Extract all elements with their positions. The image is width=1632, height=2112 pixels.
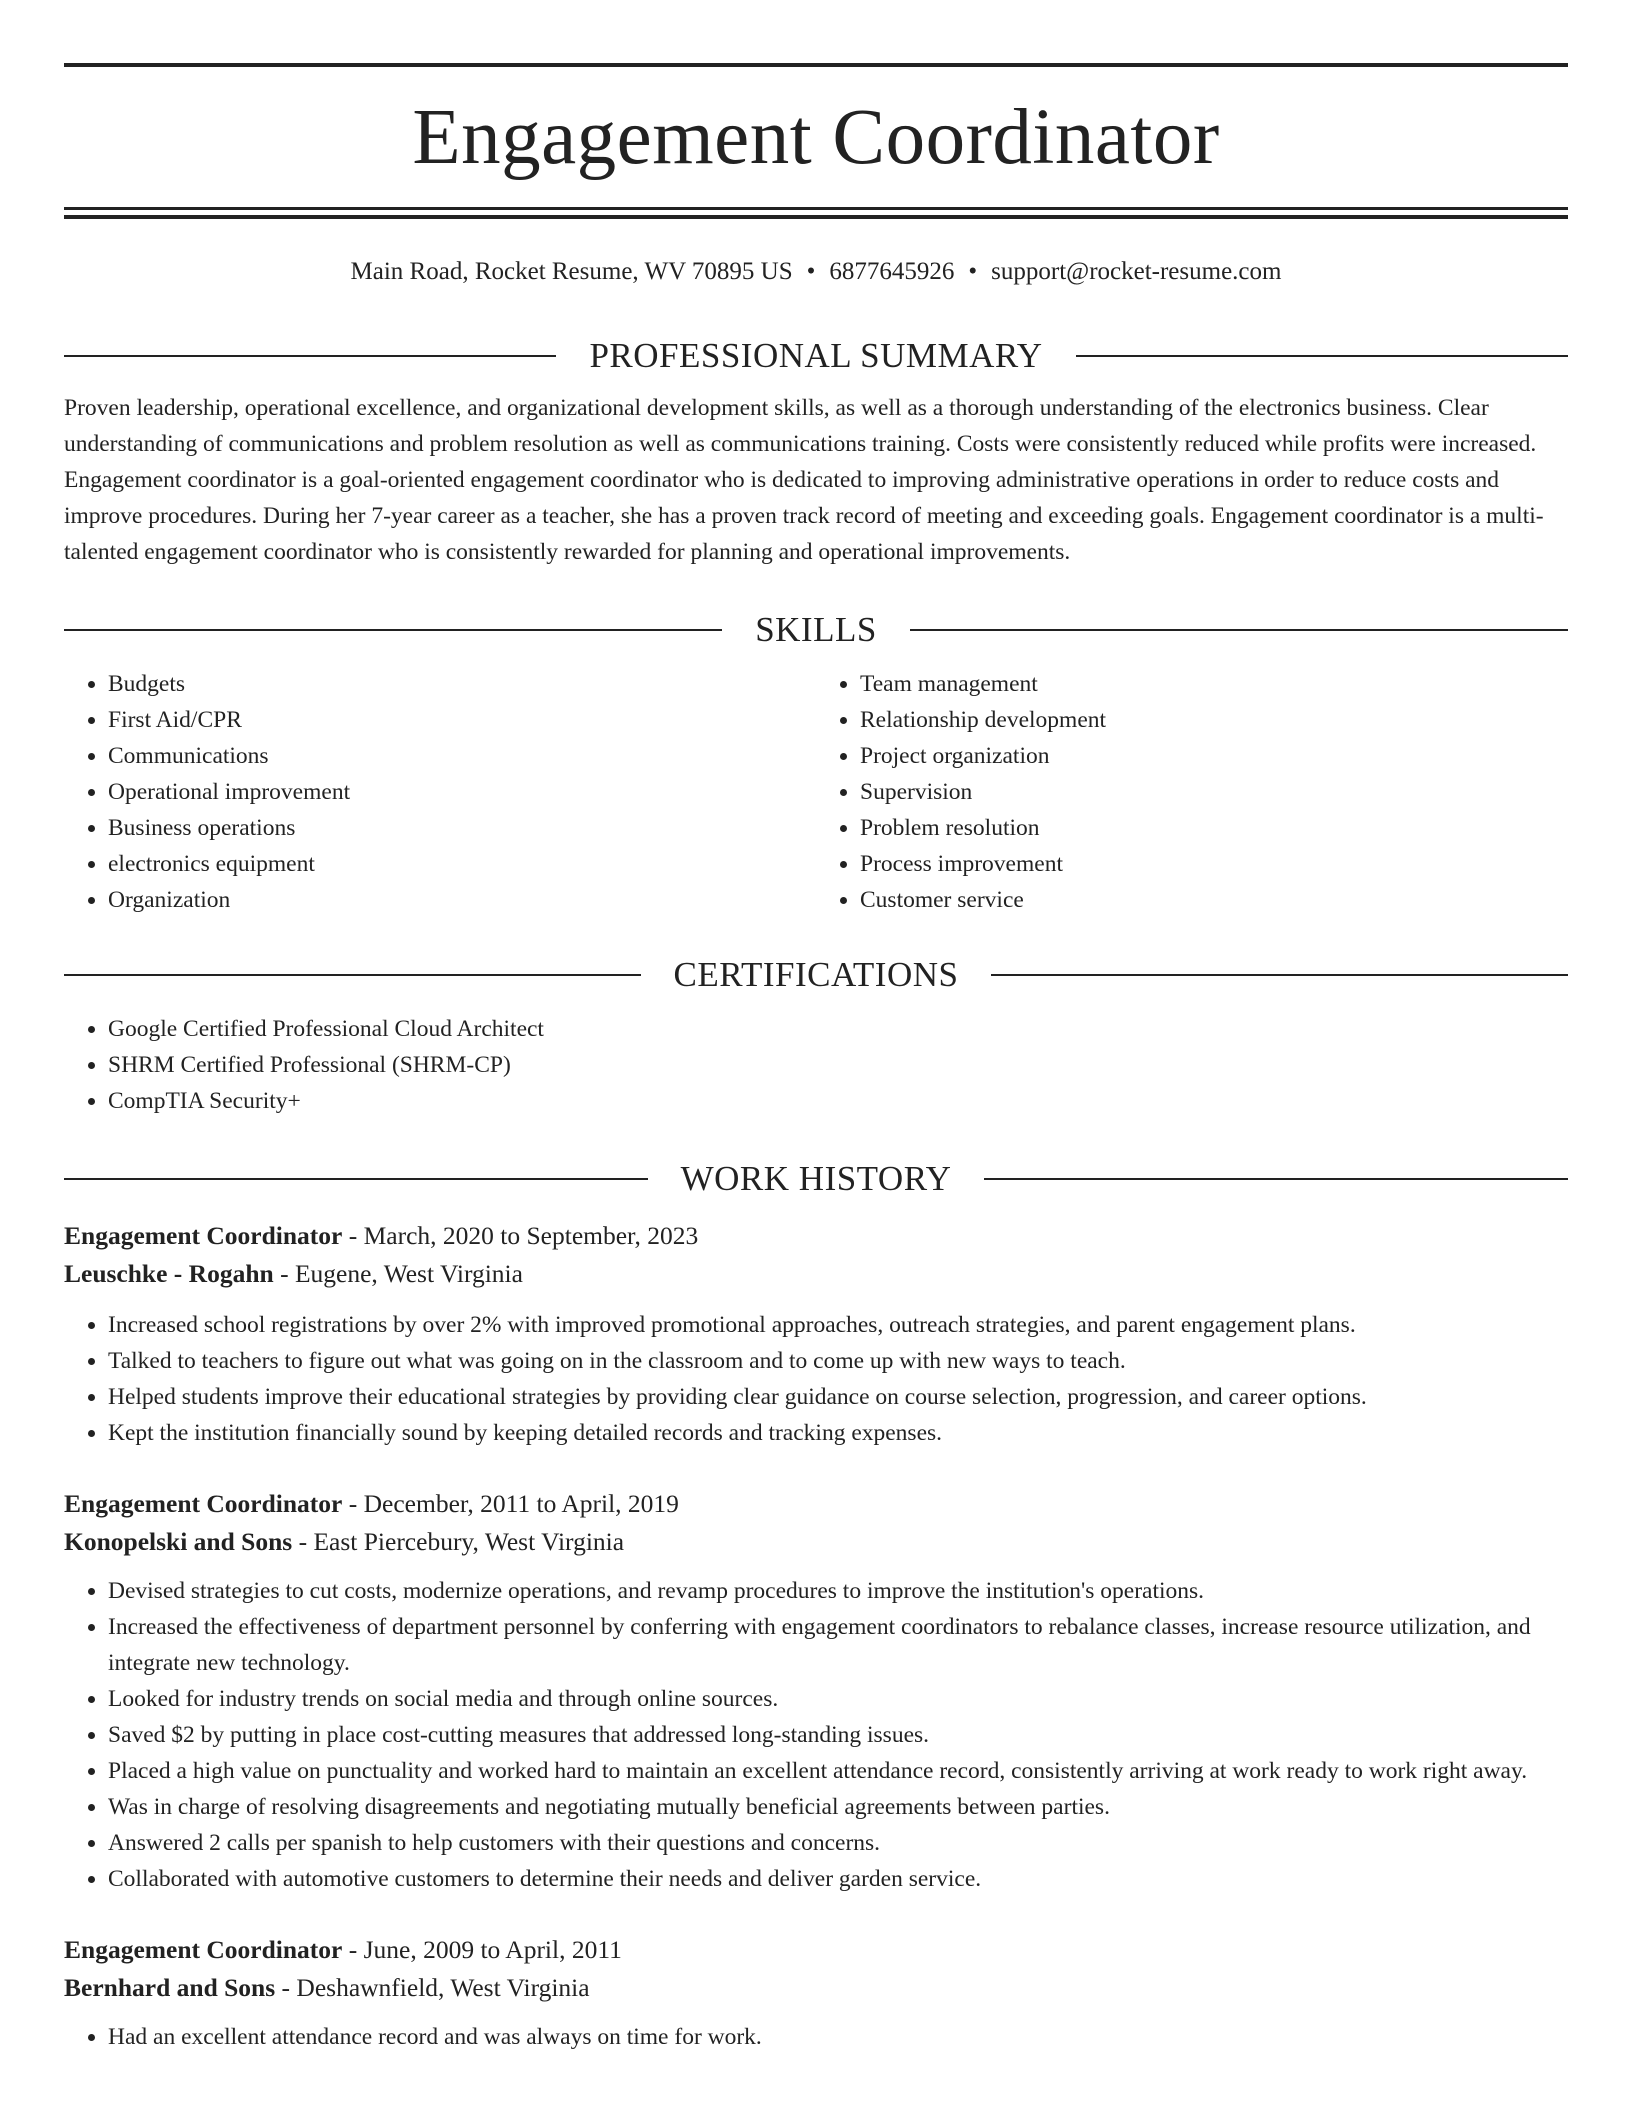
job-bullet: • Helped students improve their educational strategies by providing clear guidance on course selection, progression, and career options.: [108, 1379, 1568, 1415]
job-bullet: • Increased school registrations by over 2% with improved promotional approaches, outreach strategies, and parent engagement plans.: [108, 1307, 1568, 1343]
job-entry: [64, 1485, 1568, 1897]
certification-item: • SHRM Certified Professional (SHRM-CP): [108, 1047, 1568, 1083]
summary-text: Proven leadership, operational excellence, and organizational development skills, as well as a thorough understanding of the electronics business. Clear understanding of communications and problem resolution as well as communications training. Costs were consistently reduced while profits were increased. Engagement coordinator is a goal-oriented engagement coordinator who is dedicated to improving administrative operations in order to reduce costs and improve procedures. During her 7-year career as a teacher, she has a proven track record of meeting and exceeding goals. Engagement coordinator is a multi-talented engagement coordinator who is consistently rewarded for planning and operational improvements.: [64, 395, 1544, 565]
job-title: Engagement Coordinator: [64, 1935, 343, 1964]
skills-list-left: [64, 666, 816, 918]
title-double-rule: [64, 207, 1568, 219]
skill-item: • Organization: [108, 882, 816, 918]
certification-item: • Google Certified Professional Cloud Architect: [108, 1011, 1568, 1047]
job-bullet: • Placed a high value on punctuality and worked hard to maintain an excellent attendance record, consistently arriving at work ready to work right away.: [108, 1753, 1568, 1789]
job-bullet: • Saved $2 by putting in place cost-cutting measures that addressed long-standing issues.: [108, 1717, 1568, 1753]
contact-address: Main Road, Rocket Resume, WV 70895 US: [350, 258, 793, 285]
contact-line: [64, 252, 1568, 292]
title-block: [64, 88, 1568, 188]
job-bullet: • Talked to teachers to figure out what was going on in the classroom and to come up with new ways to teach.: [108, 1343, 1568, 1379]
certifications-section: [64, 953, 1568, 1119]
job-bullet: • Answered 2 calls per spanish to help customers with their questions and concerns.: [108, 1825, 1568, 1861]
heading-rule: [64, 974, 641, 976]
heading-rule: [64, 629, 722, 631]
job-bullet: • Devised strategies to cut costs, modernize operations, and revamp procedures to improve the institution's operations.: [108, 1573, 1568, 1609]
work-history-section: [64, 1157, 1568, 2055]
heading-rule: [64, 355, 556, 357]
skills-section: [64, 608, 1568, 918]
contact-phone: 6877645926: [829, 258, 955, 285]
heading-rule: [1076, 355, 1568, 357]
job-company-line: Konopelski and Sons - East Piercebury, West Virginia: [64, 1527, 625, 1556]
skill-item: • electronics equipment: [108, 846, 816, 882]
skill-item: • Team management: [860, 666, 1568, 702]
job-location: East Piercebury, West Virginia: [313, 1527, 625, 1556]
skill-item: • Problem resolution: [860, 810, 1568, 846]
job-bullet: • Kept the institution financially sound by keeping detailed records and tracking expenses.: [108, 1415, 1568, 1451]
job-company-line: Leuschke - Rogahn - Eugene, West Virginia: [64, 1259, 523, 1288]
skills-heading-label: SKILLS: [755, 610, 877, 649]
job-dates: December, 2011 to April, 2019: [363, 1489, 679, 1518]
job-bullet: • Had an excellent attendance record and was always on time for work.: [108, 2019, 1568, 2055]
heading-rule: [64, 1178, 648, 1180]
job-bullet: • Collaborated with automotive customers to determine their needs and deliver garden service.: [108, 1861, 1568, 1897]
job-bullet: • Looked for industry trends on social media and through online sources.: [108, 1681, 1568, 1717]
summary-heading: [64, 334, 1568, 378]
job-location: Eugene, West Virginia: [294, 1259, 523, 1288]
contact-separator: •: [968, 258, 978, 285]
certifications-list: [64, 1011, 1568, 1119]
skill-item: • First Aid/CPR: [108, 702, 816, 738]
skill-item: • Operational improvement: [108, 774, 816, 810]
certifications-heading-label: CERTIFICATIONS: [673, 955, 959, 994]
job-company: Bernhard and Sons: [64, 1973, 276, 2002]
job-title: Engagement Coordinator: [64, 1221, 343, 1250]
job-company-line: Bernhard and Sons - Deshawnfield, West Virginia: [64, 1973, 590, 2002]
job-company: Leuschke - Rogahn: [64, 1259, 274, 1288]
job-title-line: Engagement Coordinator - December, 2011 to April, 2019: [64, 1489, 679, 1518]
skill-item: • Process improvement: [860, 846, 1568, 882]
job-bullet: • Increased the effectiveness of department personnel by conferring with engagement coordinators to rebalance classes, increase resource utilization, and integrate new technology.: [108, 1609, 1568, 1681]
summary-section: [64, 334, 1568, 570]
job-title-line: Engagement Coordinator - June, 2009 to April, 2011: [64, 1935, 622, 1964]
certification-item: • CompTIA Security+: [108, 1083, 1568, 1119]
job-entry: [64, 1217, 1568, 1451]
job-dates: June, 2009 to April, 2011: [363, 1935, 622, 1964]
job-bullets: [64, 1573, 1568, 1897]
skill-item: • Communications: [108, 738, 816, 774]
heading-rule: [910, 629, 1568, 631]
job-dates: March, 2020 to September, 2023: [363, 1221, 699, 1250]
job-title: Engagement Coordinator: [64, 1489, 343, 1518]
skill-item: • Business operations: [108, 810, 816, 846]
work-history-heading: [64, 1157, 1568, 1201]
job-company: Konopelski and Sons: [64, 1527, 293, 1556]
heading-rule: [984, 1178, 1568, 1180]
work-history-heading-label: WORK HISTORY: [680, 1159, 952, 1198]
job-title-line: Engagement Coordinator - March, 2020 to September, 2023: [64, 1221, 699, 1250]
skills-heading: [64, 608, 1568, 652]
top-rule: [64, 63, 1568, 67]
skill-item: • Customer service: [860, 882, 1568, 918]
job-bullets: [64, 1307, 1568, 1451]
skills-columns: [64, 666, 1568, 918]
certifications-heading: [64, 953, 1568, 997]
resume-name: Engagement Coordinator: [412, 94, 1220, 181]
contact-email: support@rocket-resume.com: [991, 258, 1282, 285]
skill-item: • Relationship development: [860, 702, 1568, 738]
summary-heading-label: PROFESSIONAL SUMMARY: [589, 336, 1043, 375]
job-bullets: [64, 2019, 1568, 2055]
skill-item: • Budgets: [108, 666, 816, 702]
skill-item: • Supervision: [860, 774, 1568, 810]
skills-list-right: [816, 666, 1568, 918]
contact-separator: •: [806, 258, 816, 285]
job-location: Deshawnfield, West Virginia: [296, 1973, 590, 2002]
job-bullet: • Was in charge of resolving disagreements and negotiating mutually beneficial agreements between parties.: [108, 1789, 1568, 1825]
skill-item: • Project organization: [860, 738, 1568, 774]
heading-rule: [991, 974, 1568, 976]
job-entry: [64, 1931, 1568, 2055]
